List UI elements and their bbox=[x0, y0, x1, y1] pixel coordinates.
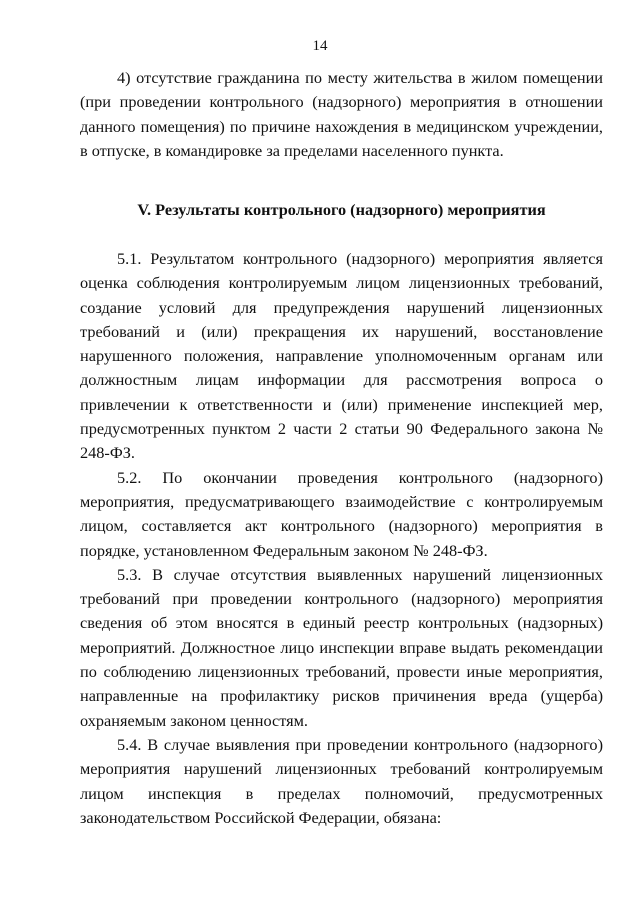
page-number: 14 bbox=[312, 38, 328, 54]
paragraph-5-2: 5.2. По окончании проведения контрольного (надзорного) мероприятия, предусматривающего взаимодействие с контролируемым лицом, составляется акт контрольного (надзорного) мероприятия в порядке, установленном Федеральным законом № 248-ФЗ. bbox=[80, 467, 603, 560]
intro-block bbox=[80, 66, 603, 163]
paragraph-5-4: 5.4. В случае выявления при проведении контрольного (надзорного) мероприятия нарушений лицензионных требований контролируемым лицом инспекция в пределах полномочий, предусмотренных законодательством Российской Федерации, обязана: bbox=[80, 734, 603, 827]
paragraph-item-4: 4) отсутствие гражданина по месту жительства в жилом помещении (при проведении контрольного (надзорного) мероприятия в отношении данного помещения) по причине нахождения в медицинском учреждении, в отпуске, в командировке за пределами населенного пункта. bbox=[80, 68, 603, 160]
section-heading: V. Результаты контрольного (надзорного) мероприятия bbox=[137, 200, 546, 219]
paragraph-5-1: 5.1. Результатом контрольного (надзорного) мероприятия является оценка соблюдения контролируемым лицом лицензионных требований, создание условий для предупреждения нарушений лицензионных требований и (или) прекращения их нарушений, восстановление нарушенного положения, направление уполномоченным органам или должностным лицам информации для рассмотрения вопроса о привлечении к ответственности и (или) применение инспекцией мер, предусмотренных пунктом 2 части 2 статьи 90 Федерального закона № 248-ФЗ. bbox=[80, 249, 603, 463]
section-body bbox=[80, 247, 603, 830]
paragraph-5-3: 5.3. В случае отсутствия выявленных нарушений лицензионных требований при проведении контрольного (надзорного) мероприятия сведения об этом вносятся в единый реестр контрольных (надзорных) мероприятий. Должностное лицо инспекции вправе выдать рекомендации по соблюдению лицензионных требований, провести иные мероприятия, направленные на профилактику рисков причинения вреда (ущерба) охраняемым законом ценностям. bbox=[80, 564, 603, 730]
